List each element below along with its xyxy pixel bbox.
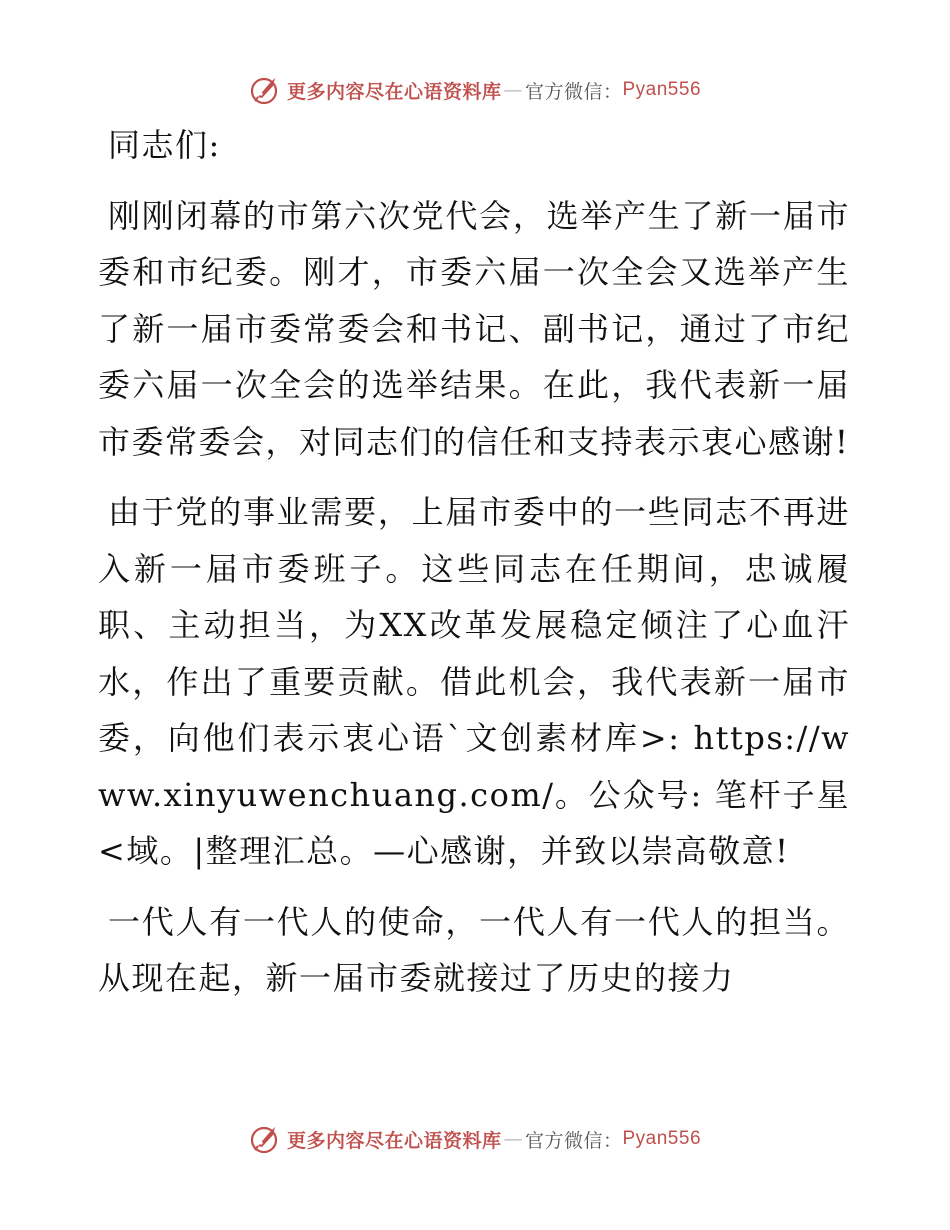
banner-dash: — [503, 79, 523, 101]
footer-banner [0, 1119, 950, 1159]
header-banner [0, 70, 950, 110]
banner-wechat-label: 官方微信： [524, 1129, 623, 1152]
document-body [98, 117, 850, 1021]
quill-pen-logo-icon [249, 1123, 281, 1155]
paragraph-1: 刚刚闭幕的市第六次党代会，选举产生了新一届市委和市纪委。刚才，市委六届一次全会又选举产生了新一届市委常委会和书记、副书记，通过了市纪委六届一次全会的选举结果。在此，我代表新一届市委常委会，对同志们的信任和支持表示衷心感谢! [98, 196, 850, 461]
paragraph-2: 由于党的事业需要，上届市委中的一些同志不再进入新一届市委班子。这些同志在任期间，忠诚履职、主动担当，为XX改革发展稳定倾注了心血汗水，作出了重要贡献。借此机会，我代表新一届市委，向他们表示衷心语`文创素材库>: https://www.xinyuwenchuang.com/。公众号: 笔杆子星<域。|整理汇总。—心感谢，并致以崇高敬意! [98, 493, 850, 870]
salutation: 同志们: [108, 126, 221, 164]
paragraph-3: 一代人有一代人的使命，一代人有一代人的担当。从现在起，新一届市委就接过了历史的接力 [98, 902, 850, 997]
banner-wechat-id: Pyan556 [622, 79, 702, 100]
quill-pen-logo-icon [249, 74, 281, 106]
banner-brand-text: 更多内容尽在心语资料库 [286, 80, 502, 103]
banner-wechat-label: 官方微信： [524, 80, 623, 103]
banner-brand-text: 更多内容尽在心语资料库 [286, 1129, 502, 1152]
banner-wechat-id: Pyan556 [622, 1128, 702, 1149]
banner-dash: — [503, 1128, 523, 1150]
